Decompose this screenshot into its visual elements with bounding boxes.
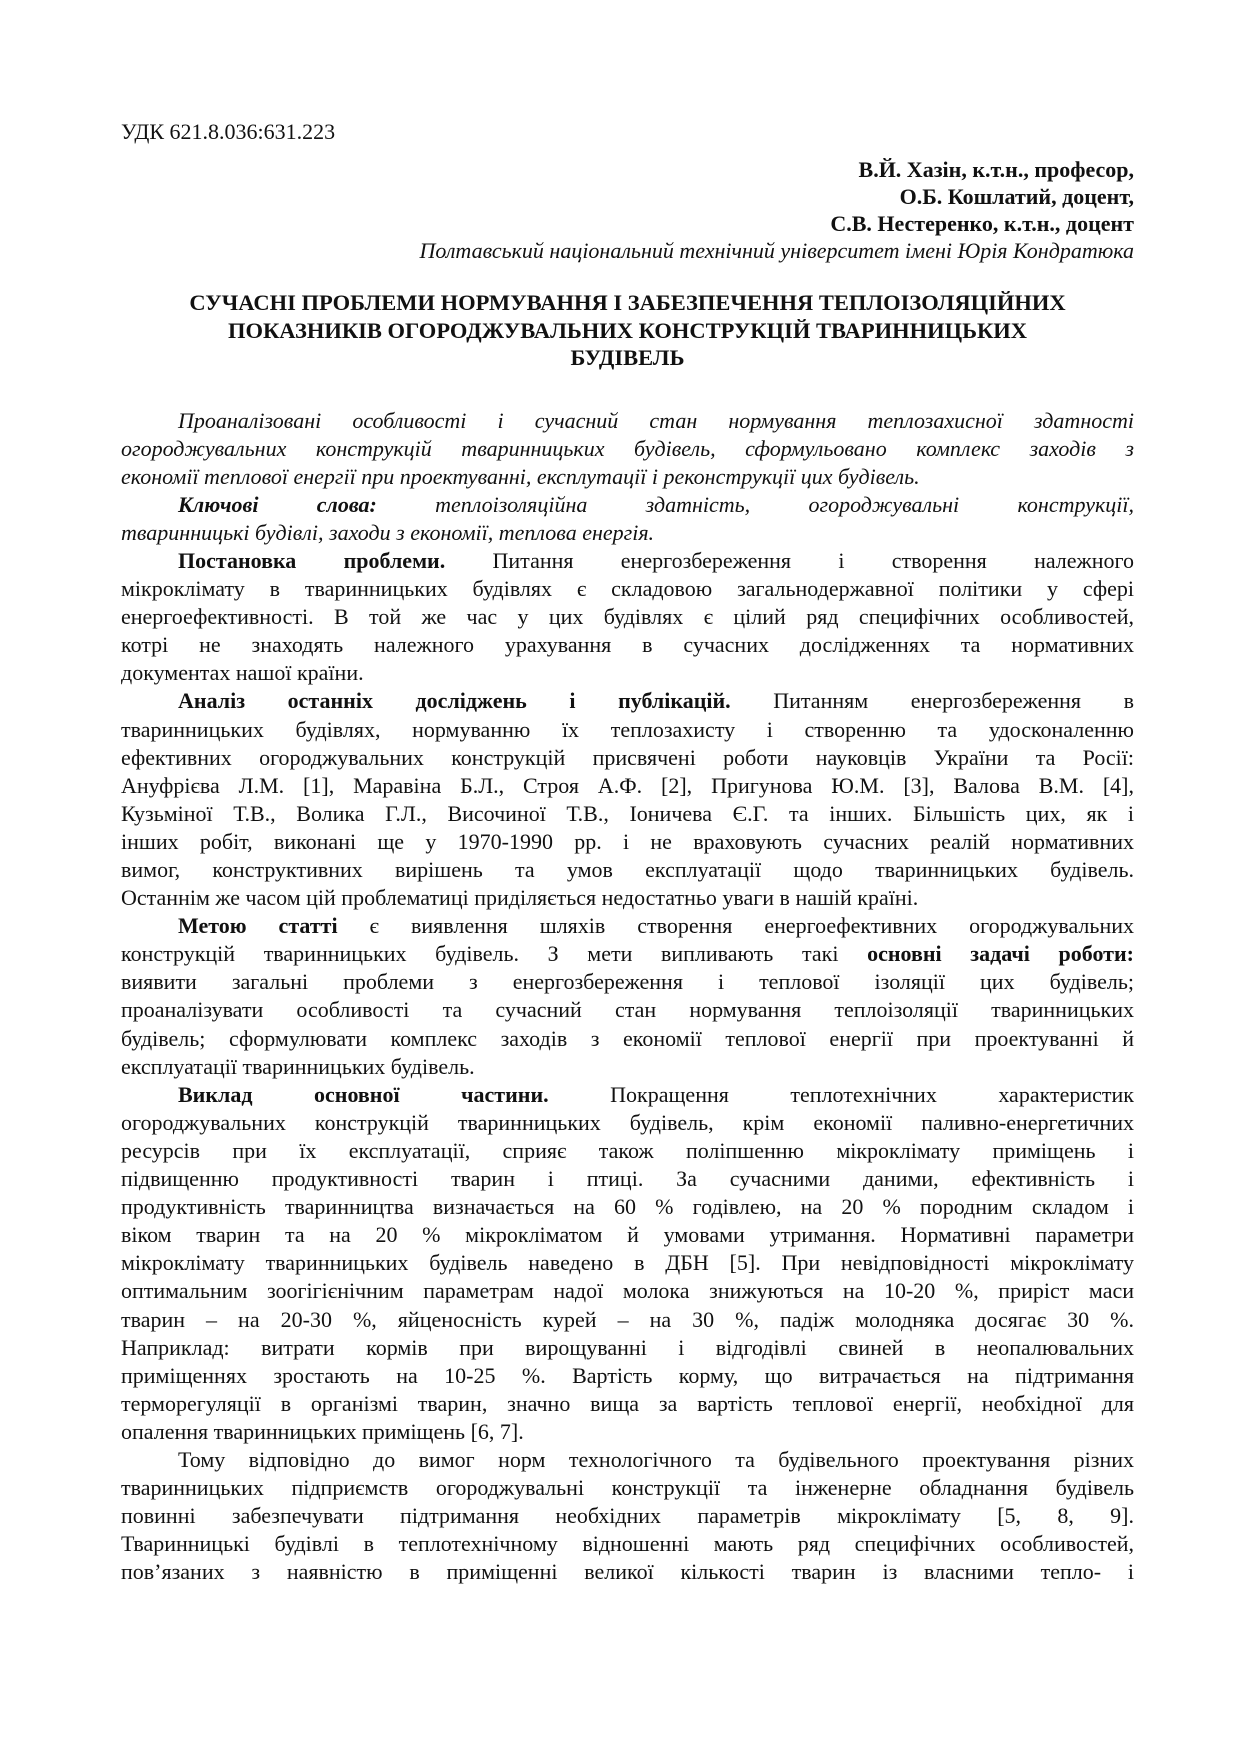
text-line xyxy=(121,687,1134,715)
body-text: Питання енергозбереження і створення належного xyxy=(445,547,1134,573)
body-text: оптимальним зоогігієнічним параметрам надої молока знижуються на 10-20 %, приріст маси xyxy=(121,1278,1134,1304)
document-page xyxy=(121,118,1134,1586)
text-line xyxy=(121,1221,1134,1249)
bold-heading-text: Виклад основної частини. xyxy=(178,1081,549,1107)
text-line xyxy=(121,547,1134,575)
body-text: пов’язаних з наявністю в приміщенні великої кількості тварин із власними тепло- і xyxy=(121,1559,1134,1585)
body-text: конструкцій тваринницьких будівель. З мети випливають такі xyxy=(121,941,868,967)
body-text: підвищенню продуктивності тварин і птиці. За сучасними даними, ефективність і xyxy=(121,1166,1134,1192)
text-line xyxy=(121,1306,1134,1334)
text-line xyxy=(121,1418,1134,1446)
text-line xyxy=(121,1502,1134,1530)
paragraph-main-part xyxy=(121,1081,1134,1446)
body-text: мікроклімату тваринницьких будівель наведено в ДБН [5]. При невідповідності мікроклімату xyxy=(121,1250,1134,1276)
text-line xyxy=(121,463,1134,491)
body-text: віком тварин та на 20 % мікрокліматом й умовами утримання. Нормативні параметри xyxy=(121,1222,1134,1248)
body-text: Кузьміної Т.В., Волика Г.Л., Височиної Т.В., Іоничева Є.Г. та інших. Більшість цих, як і xyxy=(121,800,1134,826)
body-text: вимог, конструктивних вирішень та умов експлуатації щодо тваринницьких будівель. xyxy=(121,857,1134,882)
paragraph-abstract xyxy=(121,407,1134,491)
body-text: енергоефективності. В той же час у цих будівлях є цілий ряд специфічних особливостей, xyxy=(121,604,1134,630)
paragraph-keywords xyxy=(121,491,1134,547)
text-line xyxy=(121,716,1134,744)
text-line xyxy=(121,1530,1134,1558)
body-text: терморегуляції в організмі тварин, значно вища за вартість теплової енергії, необхідної для xyxy=(121,1390,1134,1416)
paragraph-literature-review xyxy=(121,687,1134,912)
body-text: Тому відповідно до вимог норм технологічного та будівельного проектування різних xyxy=(178,1446,1134,1472)
text-line xyxy=(121,828,1134,856)
text-line xyxy=(121,1362,1134,1390)
body-text: мікроклімату в тваринницьких будівлях є складовою загальнодержавної політики у сфері xyxy=(121,576,1134,602)
body-text: приміщеннях зростають на 10-25 %. Вартість корму, що витрачається на підтримання xyxy=(121,1362,1134,1388)
body-text: опалення тваринницьких приміщень [6, 7]. xyxy=(121,1418,524,1444)
body-text: тваринницькі будівлі, заходи з економії, теплова енергія. xyxy=(121,519,655,545)
bold-heading-text: Ключові слова: xyxy=(178,491,377,517)
text-line xyxy=(121,1390,1134,1418)
text-line xyxy=(121,491,1134,519)
text-line xyxy=(121,1334,1134,1362)
body-text: тваринницьких будівлях, нормуванню їх теплозахисту і створенню та удосконаленню xyxy=(121,716,1134,742)
author-line: О.Б. Кошлатий, доцент, xyxy=(899,184,1134,209)
title-line: СУЧАСНІ ПРОБЛЕМИ НОРМУВАННЯ І ЗАБЕЗПЕЧЕННЯ ТЕПЛОІЗОЛЯЦІЙНИХ xyxy=(189,290,1066,315)
body-text: огороджувальних конструкцій тваринницьких будівель, сформульовано комплекс заходів з xyxy=(121,435,1134,461)
authors-block xyxy=(121,156,1134,265)
body-text: ресурсів при їх експлуатації, сприяє також поліпшенню мікроклімату приміщень і xyxy=(121,1137,1134,1163)
paragraph-problem-statement xyxy=(121,547,1134,687)
body-text: Наприклад: витрати кормів при вирощуванні і відгодівлі свиней в неопалювальних xyxy=(121,1334,1134,1360)
body-text: продуктивність тваринництва визначається на 60 % годівлею, на 20 % породним складом і xyxy=(121,1194,1134,1220)
text-line xyxy=(121,1109,1134,1137)
text-line xyxy=(121,1446,1134,1474)
text-line xyxy=(121,772,1134,800)
udk-code: УДК 621.8.036:631.223 xyxy=(121,119,336,144)
body-text: Проаналізовані особливості і сучасний стан нормування теплозахисної здатності xyxy=(178,407,1134,433)
body-text: проаналізувати особливості та сучасний стан нормування теплоізоляції тваринницьких xyxy=(121,997,1134,1023)
body-text: теплоізоляційна здатність, огороджувальні конструкції, xyxy=(376,491,1134,517)
text-line xyxy=(121,407,1134,435)
body-text: Покращення теплотехнічних характеристик xyxy=(548,1081,1134,1107)
text-line xyxy=(121,603,1134,631)
author-line: В.Й. Хазін, к.т.н., професор, xyxy=(858,157,1134,182)
article-body xyxy=(121,407,1134,1587)
text-line xyxy=(121,659,1134,687)
text-line xyxy=(121,800,1134,828)
body-text: котрі не знаходять належного урахування в сучасних дослідженнях та нормативних xyxy=(121,632,1134,658)
text-line xyxy=(121,1558,1134,1586)
text-line xyxy=(121,912,1134,940)
text-line xyxy=(121,1081,1134,1109)
text-line xyxy=(121,1193,1134,1221)
bold-heading-text: основні задачі роботи: xyxy=(867,941,1134,967)
text-line xyxy=(121,940,1134,968)
paragraph-article-goal xyxy=(121,912,1134,1081)
article-title xyxy=(121,289,1134,372)
body-text: Тваринницькі будівлі в теплотехнічному відношенні мають ряд специфічних особливостей, xyxy=(121,1531,1134,1557)
bold-heading-text: Аналіз останніх досліджень і публікацій. xyxy=(178,688,731,714)
text-line xyxy=(121,996,1134,1024)
text-line xyxy=(121,856,1134,884)
text-line xyxy=(121,1474,1134,1502)
body-text: Питанням енергозбереження в xyxy=(730,688,1134,714)
body-text: будівель; сформулювати комплекс заходів з економії теплової енергії при проектуванні й xyxy=(121,1025,1134,1051)
affiliation: Полтавський національний технічний університет імені Юрія Кондратюка xyxy=(419,238,1134,263)
body-text: Останнім же часом цій проблематиці приділяється недостатньо уваги в нашій країні. xyxy=(121,885,919,911)
text-line xyxy=(121,1165,1134,1193)
text-line xyxy=(121,744,1134,772)
text-line xyxy=(121,435,1134,463)
body-text: є виявлення шляхів створення енергоефективних огороджувальних xyxy=(337,913,1134,939)
text-line xyxy=(121,1249,1134,1277)
text-line xyxy=(121,631,1134,659)
body-text: повинні забезпечувати підтримання необхідних параметрів мікроклімату [5, 8, 9]. xyxy=(121,1503,1134,1529)
text-line xyxy=(121,1025,1134,1053)
body-text: Ануфрієва Л.М. [1], Маравіна Б.Л., Строя А.Ф. [2], Пригунова Ю.М. [3], Валова В.М. [4], xyxy=(121,772,1134,798)
bold-heading-text: Постановка проблеми. xyxy=(178,547,446,573)
text-line xyxy=(121,519,1134,547)
body-text: документах нашої країни. xyxy=(121,660,364,686)
text-line xyxy=(121,1053,1134,1081)
body-text: тваринницьких підприємств огороджувальні конструкції та інженерне обладнання будівель xyxy=(121,1475,1134,1501)
text-line xyxy=(121,575,1134,603)
body-text: інших робіт, виконані ще у 1970-1990 рр. і не враховують сучасних реалій нормативних xyxy=(121,828,1134,854)
text-line xyxy=(121,1137,1134,1165)
author-line: С.В. Нестеренко, к.т.н., доцент xyxy=(830,211,1134,236)
body-text: ефективних огороджувальних конструкцій присвячені роботи науковців України та Росії: xyxy=(121,744,1134,770)
title-line: ПОКАЗНИКІВ ОГОРОДЖУВАЛЬНИХ КОНСТРУКЦІЙ ТВАРИННИЦЬКИХ xyxy=(227,317,1028,343)
body-text: експлуатації тваринницьких будівель. xyxy=(121,1053,475,1079)
paragraph-requirements xyxy=(121,1446,1134,1586)
bold-heading-text: Метою статті xyxy=(178,913,338,939)
title-line: БУДІВЕЛЬ xyxy=(570,345,685,370)
text-line xyxy=(121,968,1134,996)
body-text: виявити загальні проблеми з енергозбереження і теплової ізоляції цих будівель; xyxy=(121,969,1134,995)
body-text: економії теплової енергії при проектуванні, експлутації і реконструкції цих будівель. xyxy=(121,463,920,489)
body-text: огороджувальних конструкцій тваринницьких будівель, крім економії паливно-енергетичних xyxy=(121,1109,1134,1135)
text-line xyxy=(121,1277,1134,1305)
body-text: тварин – на 20-30 %, яйценосність курей – на 30 %, падіж молодняка досягає 30 %. xyxy=(121,1306,1134,1332)
text-line xyxy=(121,884,1134,912)
